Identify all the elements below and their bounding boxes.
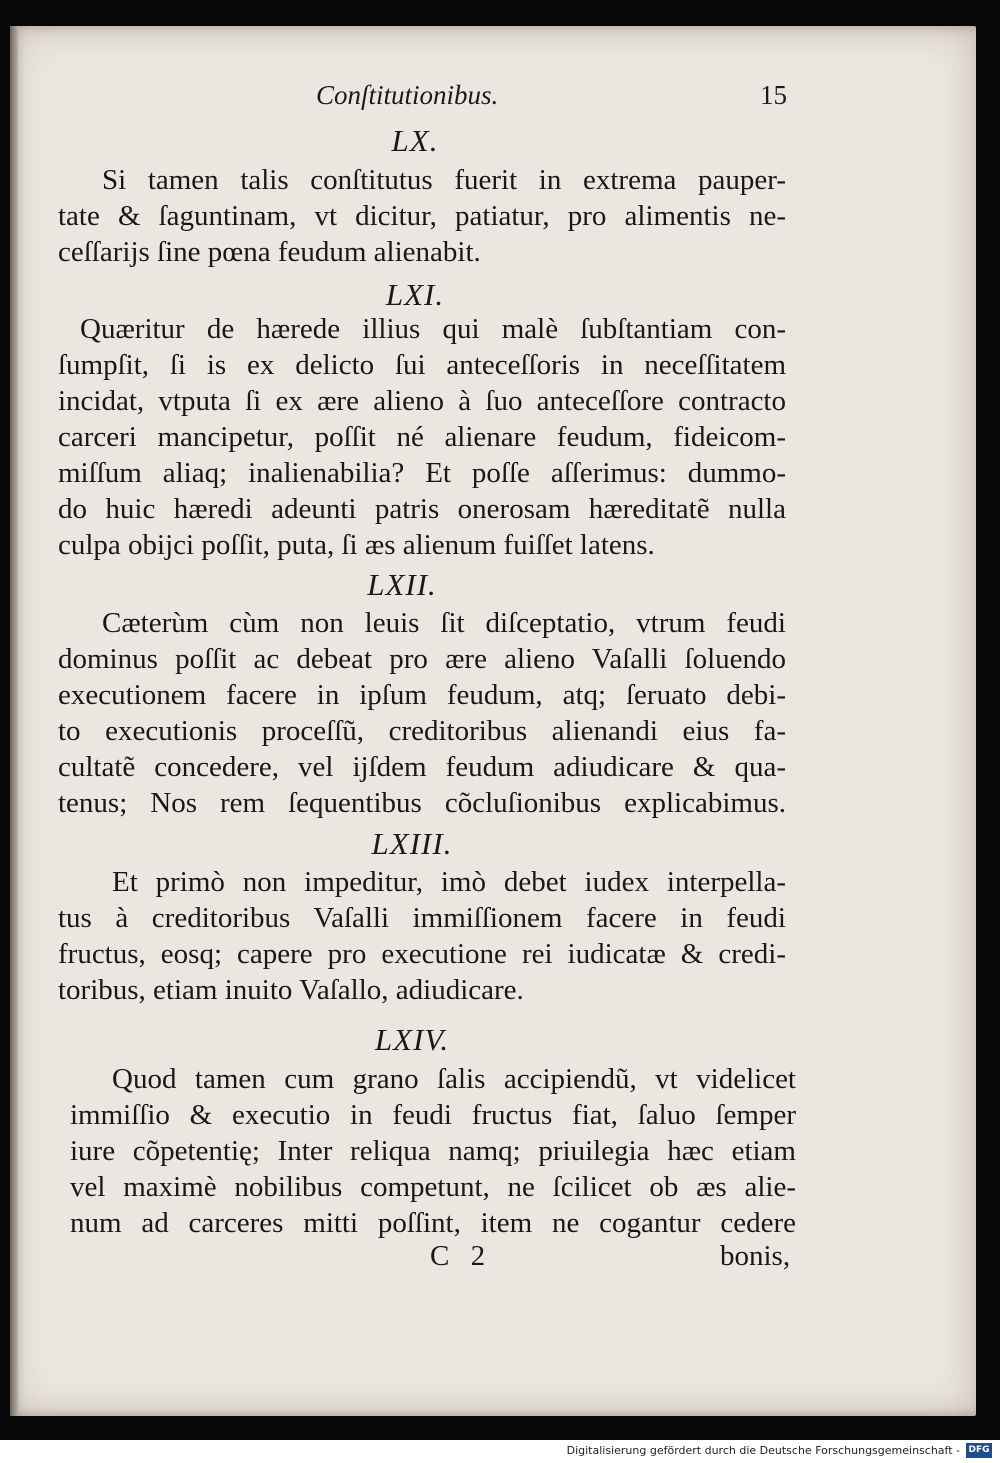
text-line: ceſſarijs ſine pœna feudum alienabit. (58, 236, 481, 268)
text-line: fructus, eosq; capere pro executione rei iudicatæ & credi- (58, 938, 786, 970)
text-line: tenus; Nos rem ſequentibus cõcluſionibus explicabimus. (58, 787, 786, 819)
running-head: Conſtitutionibus. (316, 80, 499, 110)
text-line: tate & ſaguntinam, vt dicitur, patiatur, pro alimentis ne- (58, 200, 786, 232)
section-title: LX. (391, 123, 439, 158)
text-line: cultatẽ concedere, vel ijſdem feudum adiudicare & qua- (58, 751, 786, 783)
text-line: carceri mancipetur, poſſit né alienare feudum, fideicom- (58, 421, 786, 453)
page-number: 15 (760, 80, 787, 110)
text-line: to executionis proceſſũ, creditoribus alienandi eius fa- (58, 715, 786, 747)
text-line: Cæterùm cùm non leuis ſit diſceptatio, vtrum feudi (102, 607, 786, 639)
text-line: culpa obijci poſſit, puta, ſi æs alienum fuiſſet latens. (58, 529, 655, 561)
text-line: toribus, etiam inuito Vaſallo, adiudicare. (58, 974, 524, 1006)
text-line: dominus poſſit ac debeat pro ære alieno Vaſalli ſoluendo (58, 643, 786, 675)
text-line: miſſum aliaq; inalienabilia? Et poſſe aſſerimus: dummo- (58, 457, 786, 489)
text-line: num ad carceres mitti poſſint, item ne cogantur cedere (70, 1207, 796, 1239)
text-line: do huic hæredi adeunti patris onerosam hæreditatẽ nulla (58, 493, 786, 525)
section-title: LXI. (385, 277, 445, 312)
signature-mark: C 2 (430, 1240, 486, 1272)
text-line: vel maximè nobilibus competunt, ne ſcilicet ob æs alie- (70, 1171, 796, 1203)
text-line: Quod tamen cum grano ſalis accipiendũ, vt videlicet (112, 1063, 796, 1095)
footer-bar (0, 1440, 1000, 1463)
text-line: Et primò non impeditur, imò debet iudex interpella- (112, 866, 786, 898)
text-line: ſumpſit, ſi is ex delicto ſui anteceſſoris in neceſſitatem (58, 349, 786, 381)
section-title: LXIV. (374, 1022, 450, 1057)
text-line: immiſſio & executio in feudi fructus fiat, ſaluo ſemper (70, 1099, 796, 1131)
dfg-logo: DFG (966, 1443, 992, 1458)
text-line: incidat, vtputa ſi ex ære alieno à ſuo anteceſſore contracto (58, 385, 786, 417)
text-line: iure cõpetentię; Inter reliqua namq; priuilegia hæc etiam (70, 1135, 796, 1167)
footer-credit: Digitalisierung gefördert durch die Deutsche Forschungsgemeinschaft - (566, 1444, 960, 1457)
text-line: Quæritur de hærede illius qui malè ſubſtantiam con- (80, 313, 786, 345)
catchword: bonis, (720, 1240, 791, 1272)
text-line: executionem facere in ipſum feudum, atq; ſeruato debi- (58, 679, 786, 711)
page-gutter-edge (10, 26, 18, 1416)
section-title: LXIII. (371, 826, 453, 861)
text-line: Si tamen talis conſtitutus fuerit in extrema pauper- (102, 164, 786, 196)
section-title: LXII. (367, 567, 437, 602)
text-line: tus à creditoribus Vaſalli immiſſionem facere in feudi (58, 902, 786, 934)
